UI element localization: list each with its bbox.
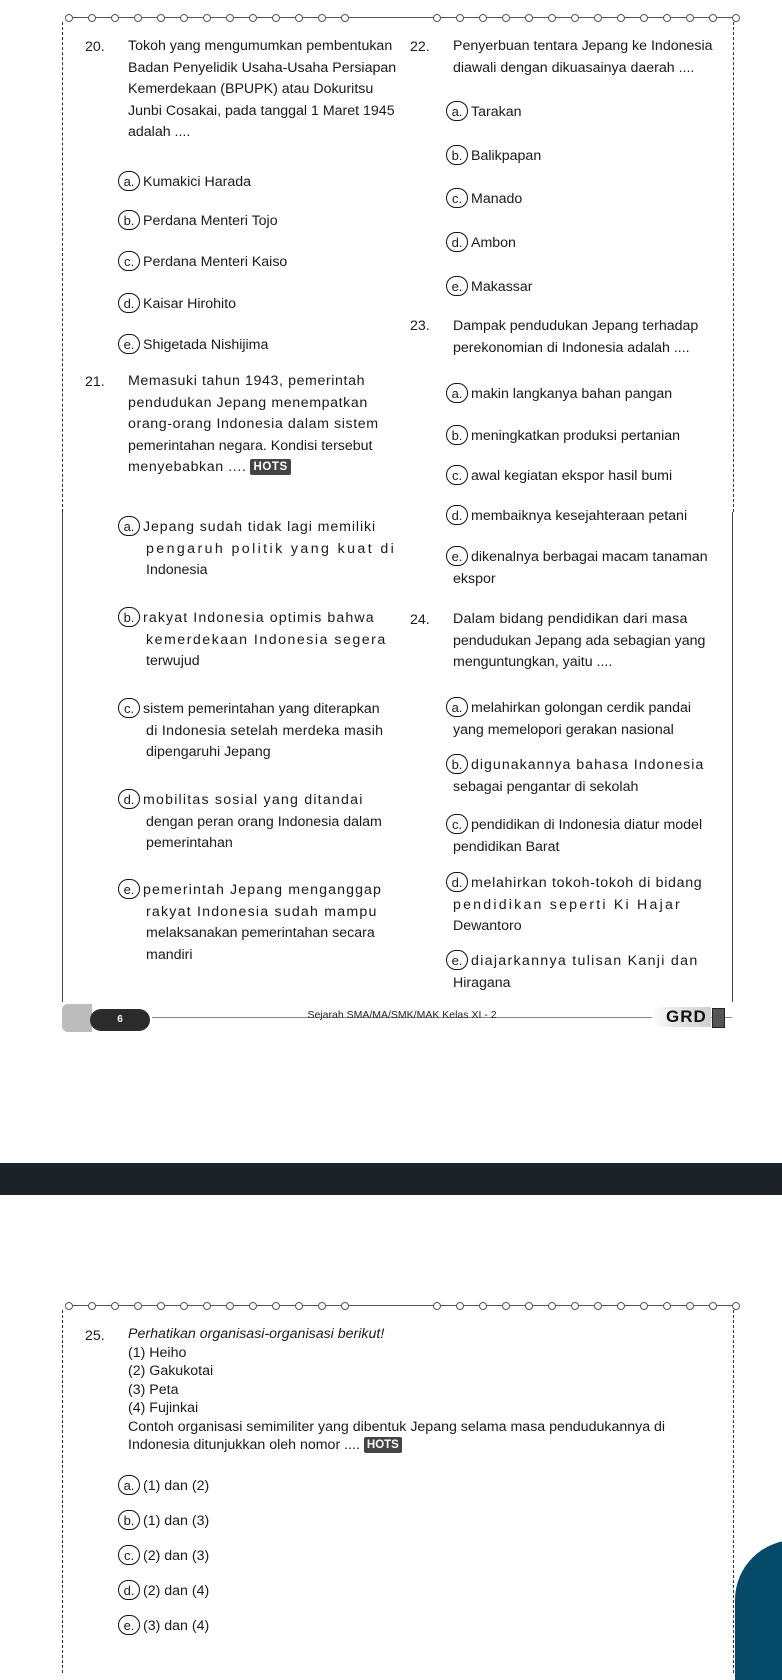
border-dot xyxy=(341,14,349,22)
border-dot xyxy=(203,1302,211,1310)
hots-badge: HOTS xyxy=(250,459,290,475)
q21-option-e[interactable]: e. pemerintah Jepang menganggap rakyat Indonesia sudah mampu melaksanakan pemerintahan secara mandiri xyxy=(118,879,398,966)
left-border xyxy=(62,22,63,512)
footer-title: Sejarah SMA/MA/SMK/MAK Kelas XI - 2 xyxy=(307,1009,497,1021)
q22-option-b[interactable]: b. Balikpapan xyxy=(446,145,541,168)
q22-option-c[interactable]: c. Manado xyxy=(446,188,522,211)
q21-option-a[interactable]: a. Jepang sudah tidak lagi memiliki pengaruh politik yang kuat di Indonesia xyxy=(118,516,398,582)
border-dot xyxy=(157,1302,165,1310)
border-dot xyxy=(65,1302,73,1310)
question-25-number: 25. xyxy=(85,1328,105,1344)
question-22-text: Penyerbuan tentara Jepang ke Indonesia diawali dengan dikuasainya daerah .... xyxy=(453,38,713,76)
border-dot xyxy=(249,1302,257,1310)
border-dot xyxy=(479,14,487,22)
border-dot xyxy=(433,1302,441,1310)
question-24-text: Dalam bidang pendidikan dari masa pendudukan Jepang ada sebagian yang menguntungkan, yaitu .... xyxy=(453,611,706,670)
border-dot xyxy=(318,1302,326,1310)
question-22-number: 22. xyxy=(410,39,430,55)
footer-tab xyxy=(62,1004,92,1032)
border-dot xyxy=(663,1302,671,1310)
q24-option-b[interactable]: b. digunakannya bahasa Indonesia sebagai pengantar di sekolah xyxy=(446,754,736,798)
q21-option-d[interactable]: d. mobilitas sosial yang ditandai dengan peran orang Indonesia dalam pemerintahan xyxy=(118,789,398,855)
publisher-logo: GRD xyxy=(652,1007,711,1027)
book-icon xyxy=(712,1008,725,1028)
border-dot xyxy=(111,14,119,22)
border-dot xyxy=(732,1302,740,1310)
page-separator xyxy=(0,1163,782,1196)
border-dot xyxy=(594,14,602,22)
question-20-text: Tokoh yang mengumumkan pembentukan Badan Penyelidik Usaha-Usaha Persiapan Kemerdekaan (BPUPK) atau Dokuritsu Junbi Cosakai, pada tanggal 1 Maret 1945 adalah .... xyxy=(128,38,397,140)
border-dot xyxy=(548,14,556,22)
border-dot xyxy=(663,14,671,22)
border-dot xyxy=(686,14,694,22)
q22-option-e[interactable]: e. Makassar xyxy=(446,276,533,299)
border-dot xyxy=(65,14,73,22)
border-dot xyxy=(479,1302,487,1310)
question-21-number: 21. xyxy=(85,374,105,390)
top-border-ornament-2 xyxy=(68,1305,738,1306)
q23-option-c[interactable]: c. awal kegiatan ekspor hasil bumi xyxy=(446,465,672,488)
question-21-text: Memasuki tahun 1943, pemerintah pendudukan Jepang menempatkan orang-orang Indonesia dalam sistem pemerintahan negara. Kondisi tersebut menyebabkan .... HOTS xyxy=(128,373,379,475)
q20-option-a[interactable]: a. Kumakici Harada xyxy=(118,171,251,194)
q20-option-c[interactable]: c. Perdana Menteri Kaiso xyxy=(118,251,287,274)
question-20-number: 20. xyxy=(85,39,105,55)
page-footer xyxy=(62,1004,737,1034)
border-dot xyxy=(272,14,280,22)
q25-option-c[interactable]: c. (2) dan (3) xyxy=(118,1545,209,1568)
q21-option-b[interactable]: b. rakyat Indonesia optimis bahwa kemerdekaan Indonesia segera terwujud xyxy=(118,607,398,673)
border-dot xyxy=(640,1302,648,1310)
border-dot xyxy=(111,1302,119,1310)
q24-option-e[interactable]: e. diajarkannya tulisan Kanji dan Hiragana xyxy=(446,950,736,994)
border-dot xyxy=(134,14,142,22)
worksheet-page-2 xyxy=(0,1195,782,1673)
question-23-number: 23. xyxy=(410,318,430,334)
border-dot xyxy=(709,1302,717,1310)
border-dot xyxy=(88,1302,96,1310)
question-24-number: 24. xyxy=(410,612,430,628)
border-dot xyxy=(226,1302,234,1310)
left-frame-line xyxy=(62,512,63,1002)
border-dot xyxy=(180,1302,188,1310)
page-number: 6 xyxy=(90,1009,150,1031)
top-border-ornament xyxy=(68,17,738,18)
border-dot xyxy=(732,14,740,22)
border-dot xyxy=(180,14,188,22)
q20-option-d[interactable]: d. Kaisar Hirohito xyxy=(118,293,236,316)
q23-option-a[interactable]: a. makin langkanya bahan pangan xyxy=(446,383,672,406)
right-border xyxy=(733,22,734,512)
border-dot xyxy=(318,14,326,22)
border-dot xyxy=(686,1302,694,1310)
q20-option-b[interactable]: b. Perdana Menteri Tojo xyxy=(118,210,278,233)
q23-option-d[interactable]: d. membaiknya kesejahteraan petani xyxy=(446,505,687,528)
q25-option-e[interactable]: e. (3) dan (4) xyxy=(118,1615,209,1638)
border-dot xyxy=(571,14,579,22)
border-dot xyxy=(456,14,464,22)
border-dot xyxy=(525,1302,533,1310)
q22-option-a[interactable]: a. Tarakan xyxy=(446,101,521,124)
border-dot xyxy=(594,1302,602,1310)
border-dot xyxy=(617,14,625,22)
q25-option-d[interactable]: d. (2) dan (4) xyxy=(118,1580,209,1603)
border-dot xyxy=(617,1302,625,1310)
border-dot xyxy=(295,1302,303,1310)
border-dot xyxy=(249,14,257,22)
q23-option-b[interactable]: b. meningkatkan produksi pertanian xyxy=(446,425,680,448)
q24-option-c[interactable]: c. pendidikan di Indonesia diatur model pendidikan Barat xyxy=(446,814,736,858)
border-dot xyxy=(433,14,441,22)
question-23-text: Dampak pendudukan Jepang terhadap perekonomian di Indonesia adalah .... xyxy=(453,318,699,356)
right-border-2 xyxy=(733,1310,734,1673)
q20-option-e[interactable]: e. Shigetada Nishijima xyxy=(118,334,268,357)
q21-option-c[interactable]: c. sistem pemerintahan yang diterapkan di Indonesia setelah merdeka masih dipengaruhi Jepang xyxy=(118,698,398,764)
q24-option-a[interactable]: a. melahirkan golongan cerdik pandai yang memelopori gerakan nasional xyxy=(446,697,736,741)
border-dot xyxy=(134,1302,142,1310)
border-dot xyxy=(502,1302,510,1310)
border-dot xyxy=(502,14,510,22)
q23-option-e[interactable]: e. dikenalnya berbagai macam tanaman ekspor xyxy=(446,546,708,590)
q25-option-b[interactable]: b. (1) dan (3) xyxy=(118,1510,209,1533)
border-dot xyxy=(709,14,717,22)
q22-option-d[interactable]: d. Ambon xyxy=(446,232,516,255)
left-border-2 xyxy=(62,1310,63,1673)
border-dot xyxy=(640,14,648,22)
hots-badge-2: HOTS xyxy=(364,1437,402,1453)
question-25-text: Perhatikan organisasi-organisasi berikut! (1) Heiho (2) Gakukotai (3) Peta (4) Fujinkai Contoh organisasi semimiliter yang dibentuk Jepang selama masa pendudukannya di Indonesia ditunjukkan oleh nomor .... HOTS xyxy=(128,1326,666,1453)
border-dot xyxy=(456,1302,464,1310)
border-dot xyxy=(341,1302,349,1310)
border-dot xyxy=(88,14,96,22)
border-dot xyxy=(548,1302,556,1310)
border-dot xyxy=(157,14,165,22)
q25-option-a[interactable]: a. (1) dan (2) xyxy=(118,1475,209,1498)
border-dot xyxy=(226,14,234,22)
border-dot xyxy=(525,14,533,22)
border-dot xyxy=(295,14,303,22)
border-dot xyxy=(571,1302,579,1310)
q24-option-d[interactable]: d. melahirkan tokoh-tokoh di bidang pendidikan seperti Ki Hajar Dewantoro xyxy=(446,872,736,938)
border-dot xyxy=(203,14,211,22)
border-dot xyxy=(272,1302,280,1310)
